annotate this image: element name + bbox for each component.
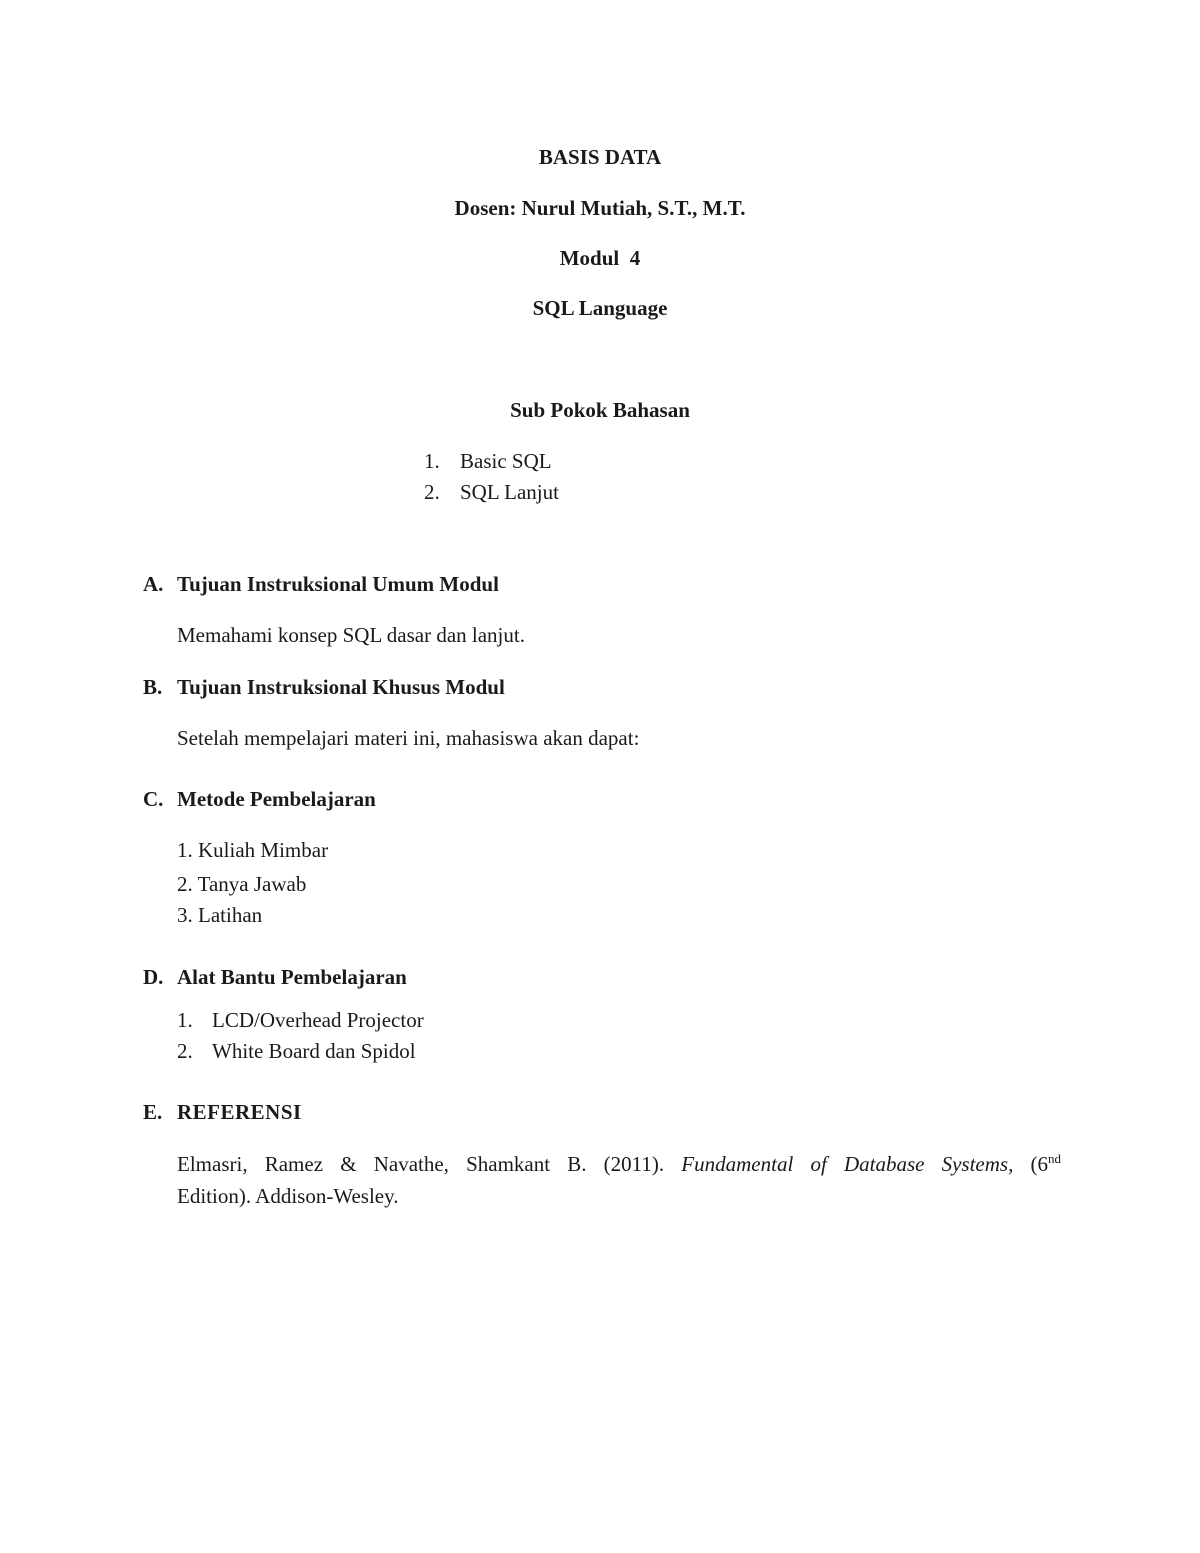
section-title: Alat Bantu Pembelajaran (177, 965, 407, 989)
module-number: Modul 4 (559, 246, 641, 270)
list-item: 3. Latihan (177, 903, 263, 927)
section-letter: B. (143, 675, 163, 699)
reference-edition-open: (6nd (1030, 1151, 1062, 1176)
list-item: 2. Tanya Jawab (177, 872, 307, 896)
sub-topic-item: Basic SQL (460, 449, 552, 473)
section-letter: D. (143, 965, 164, 989)
reference-entry (177, 1151, 1062, 1176)
sub-topic-number: 2. (424, 480, 440, 504)
list-item: 1. Kuliah Mimbar (177, 838, 329, 862)
section-body: Setelah mempelajari materi ini, mahasiswa akan dapat: (177, 726, 640, 750)
reference-edition: Edition). Addison-Wesley. (177, 1184, 399, 1208)
list-item: LCD/Overhead Projector (212, 1008, 424, 1032)
section-title: Tujuan Instruksional Umum Modul (177, 572, 499, 596)
section-letter: E. (143, 1100, 163, 1124)
section-letter: C. (143, 787, 164, 811)
lecturer-line: Dosen: Nurul Mutiah, S.T., M.T. (454, 196, 746, 220)
list-item: White Board dan Spidol (212, 1039, 416, 1063)
list-item-number: 1. (177, 1008, 193, 1032)
sub-topic-number: 1. (424, 449, 440, 473)
list-item-number: 2. (177, 1039, 193, 1063)
section-body: Memahami konsep SQL dasar dan lanjut. (177, 623, 525, 647)
sub-topics-heading: Sub Pokok Bahasan (510, 398, 690, 422)
edition-superscript: nd (1048, 1151, 1062, 1166)
course-title: BASIS DATA (538, 145, 662, 169)
section-title: Tujuan Instruksional Khusus Modul (177, 675, 505, 699)
section-title: Metode Pembelajaran (177, 787, 376, 811)
reference-authors: Elmasri, Ramez & Navathe, Shamkant B. (2011). (177, 1152, 665, 1176)
section-letter: A. (143, 572, 164, 596)
reference-book-title: Fundamental of Database Systems, (681, 1152, 1014, 1176)
sub-topic-item: SQL Lanjut (460, 480, 559, 504)
module-topic: SQL Language (532, 296, 668, 320)
section-title: REFERENSI (177, 1100, 302, 1124)
